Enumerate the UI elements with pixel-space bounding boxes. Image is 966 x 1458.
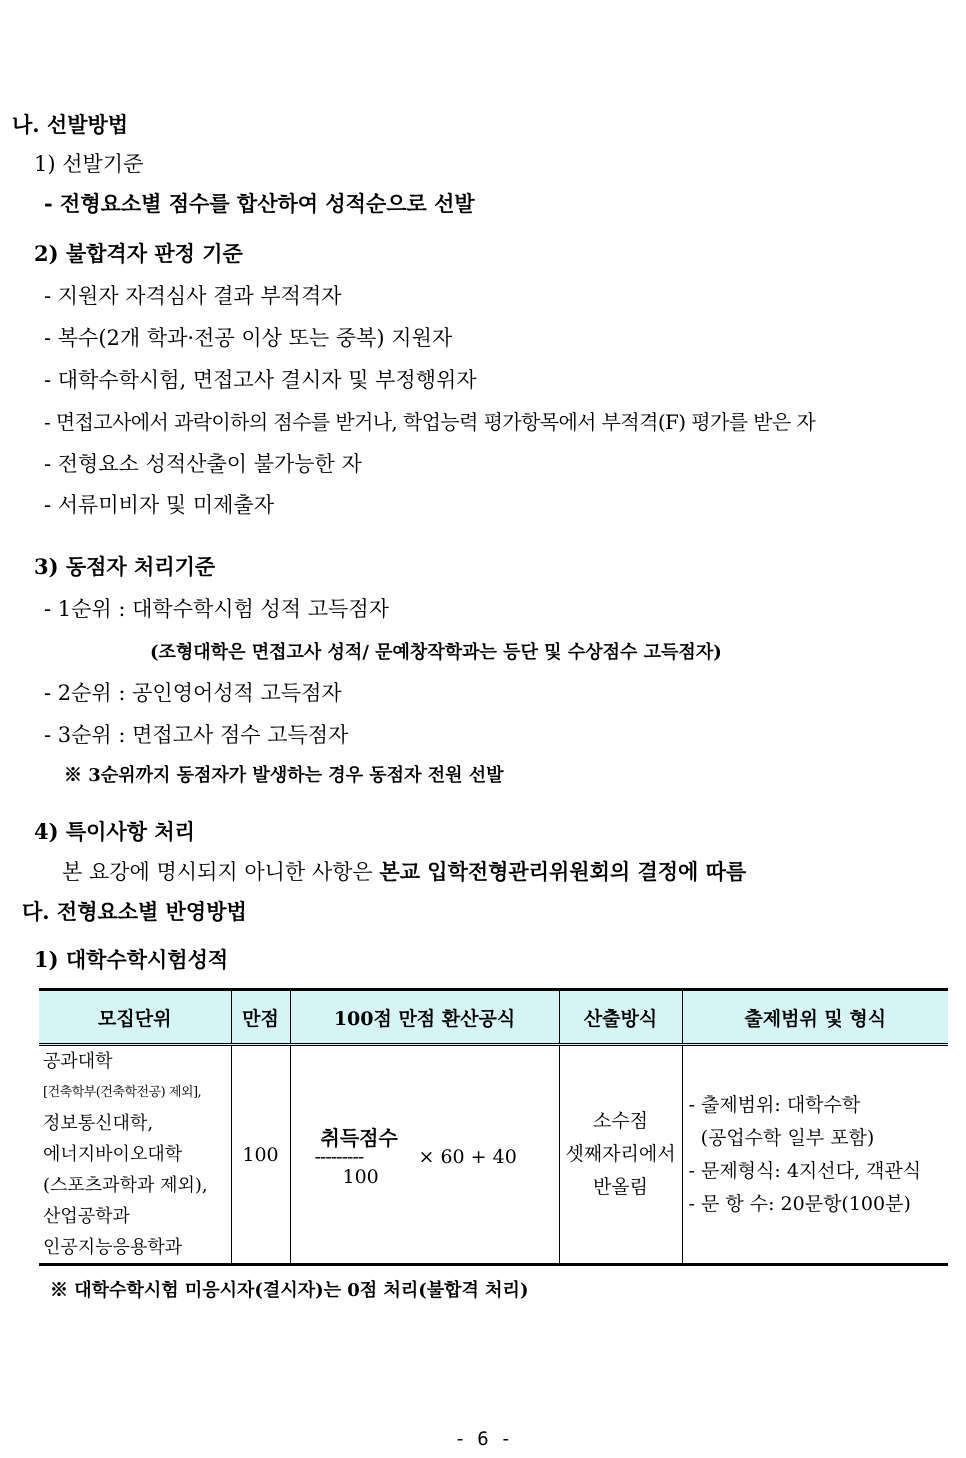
subsection-special-cases: 4) 특이사항 처리 <box>34 819 195 844</box>
fail-criteria-item: - 대학수학시험, 면접고사 결시자 및 부정행위자 <box>44 368 477 392</box>
conversion-formula <box>291 1046 559 1263</box>
fail-criteria-item: - 지원자 자격심사 결과 부적격자 <box>44 284 342 308</box>
unit-line: 정보통신대학, <box>43 1113 154 1134</box>
special-cases-text-b: 본교 입학전형관리위원회의 결정에 따름 <box>379 859 747 884</box>
subsection-selection-criteria: 1) 선발기준 <box>34 152 144 176</box>
table-row <box>39 1045 948 1265</box>
section-heading-selection: 나. 선발방법 <box>12 112 129 137</box>
fail-criteria-item: - 서류미비자 및 미제출자 <box>44 493 274 517</box>
header-unit: 모집단위 <box>39 990 231 1045</box>
formula-cell <box>290 1045 559 1265</box>
selection-criteria-item: - 전형요소별 점수를 합산하여 성적순으로 선발 <box>44 191 475 216</box>
math-exam-note: ※ 대학수학시험 미응시자(결시자)는 0점 처리(불합격 처리) <box>50 1280 529 1301</box>
page-number: - 6 - <box>454 1428 512 1450</box>
fail-criteria-item: - 복수(2개 학과·전공 이상 또는 중복) 지원자 <box>44 326 453 350</box>
header-formula: 100점 만점 환산공식 <box>290 990 559 1045</box>
scope-line: - 문제형식: 4지선다, 객관식 <box>688 1159 922 1182</box>
method-cell <box>559 1045 682 1265</box>
full-score-cell: 100 <box>231 1045 290 1265</box>
table-header-row <box>39 990 948 1045</box>
header-method: 산출방식 <box>559 990 682 1045</box>
fail-criteria-item: - 전형요소 성적산출이 불가능한 자 <box>44 452 362 476</box>
formula-multiplier: × 60 + 40 <box>418 1146 517 1168</box>
scope-line: - 출제범위: 대학수학 <box>688 1093 861 1116</box>
unit-line: [건축학부(건축학전공) 제외], <box>43 1085 202 1100</box>
units-cell <box>39 1045 231 1265</box>
header-scope: 출제범위 및 형식 <box>682 990 948 1045</box>
unit-line: (스포츠과학과 제외), <box>43 1175 208 1196</box>
unit-line: 산업공학과 <box>43 1206 130 1227</box>
fail-criteria-item: - 면접고사에서 과락이하의 점수를 받거나, 학업능력 평가항목에서 부적격(F) 평가를 받은 자 <box>44 410 816 434</box>
formula-denominator: 100 <box>342 1166 379 1188</box>
formula-fraction-bar: --------- <box>314 1146 364 1168</box>
unit-line: 에너지바이오대학 <box>43 1144 183 1165</box>
unit-line: 공과대학 <box>43 1051 113 1072</box>
subsection-tie-criteria: 3) 동점자 처리기준 <box>34 554 216 579</box>
scope-cell <box>682 1045 948 1265</box>
tie-note: ※ 3순위까지 동점자가 발생하는 경우 동점자 전원 선발 <box>64 765 504 786</box>
special-cases-text-a: 본 요강에 명시되지 아니한 사항은 <box>62 860 373 884</box>
tie-rank-2: - 2순위 : 공인영어성적 고득점자 <box>44 681 342 705</box>
scope-line: (공업수학 일부 포함) <box>688 1126 875 1149</box>
math-exam-table <box>39 988 948 1266</box>
unit-line: 인공지능응용학과 <box>43 1237 183 1258</box>
method-line: 반올림 <box>592 1176 649 1198</box>
method-line: 소수점 <box>592 1110 649 1132</box>
tie-rank-1: - 1순위 : 대학수학시험 성적 고득점자 <box>44 597 389 621</box>
method-line: 셋째자리에서 <box>565 1143 676 1165</box>
special-cases-text <box>62 858 746 886</box>
subsection-math-exam: 1) 대학수학시험성적 <box>34 947 229 972</box>
section-heading-reflection: 다. 전형요소별 반영방법 <box>22 899 247 924</box>
scope-line: - 문 항 수: 20문항(100분) <box>688 1192 911 1215</box>
formula-numerator: 취득점수 <box>320 1126 398 1150</box>
header-full-score: 만점 <box>231 990 290 1045</box>
tie-rank-1-note: (조형대학은 면접고사 성적/ 문예창작학과는 등단 및 수상점수 고득점자) <box>150 642 722 663</box>
subsection-fail-criteria: 2) 불합격자 판정 기준 <box>34 241 243 266</box>
tie-rank-3: - 3순위 : 면접고사 점수 고득점자 <box>44 723 349 747</box>
